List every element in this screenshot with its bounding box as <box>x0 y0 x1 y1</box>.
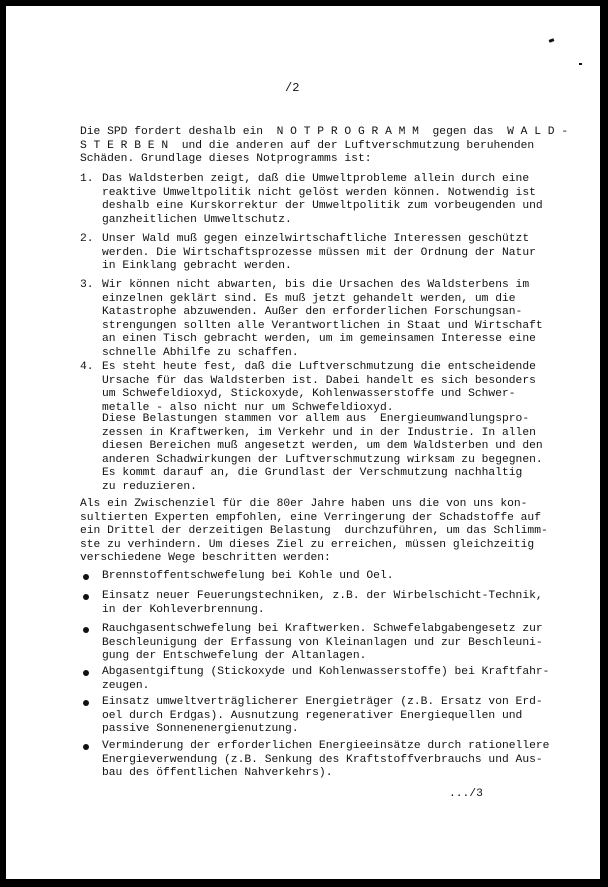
text-line: Das Waldsterben zeigt, daß die Umweltprobleme allein durch eine <box>102 173 530 185</box>
text-line: Abgasentgiftung (Stickoxyde und Kohlenwasserstoffe) bei Kraftfahr- <box>102 666 550 678</box>
text-line: diesen Bereichen muß angesetzt werden, um dem Waldsterben und den <box>102 440 543 452</box>
text-line: Die SPD fordert deshalb ein N O T P R O G R A M M gegen das W A L D - <box>80 126 569 138</box>
text-line: bau des öffentlichen Nahverkehrs). <box>102 767 333 779</box>
bullet-icon <box>83 700 89 706</box>
item-number: 4. <box>80 361 94 373</box>
bullet-icon <box>83 594 89 600</box>
bullet-icon <box>83 670 89 676</box>
text-line: Rauchgasentschwefelung bei Kraftwerken. Schwefelabgabengesetz zur <box>102 623 543 635</box>
text-line: S T E R B E N und die anderen auf der Luftverschmutzung beruhenden <box>80 139 535 152</box>
item-number: 1. <box>80 173 94 185</box>
text-line: ganzheitlichen Umweltschutz. <box>102 213 292 226</box>
text-line: strengungen sollten alle Verantwortlichen in Staat und Wirtschaft <box>102 319 543 332</box>
text-line: in der Kohleverbrennung. <box>102 603 265 616</box>
text-line: Es steht heute fest, daß die Luftverschmutzung die entscheidende <box>102 361 536 373</box>
text-line: gung der Entschwefelung der Altanlagen. <box>102 650 367 662</box>
text-line: an einen Tisch gebracht werden, um im gemeinsamen Interesse eine <box>102 333 536 345</box>
text-line: in Einklang gebracht werden. <box>102 260 292 272</box>
bullet-icon <box>83 627 89 633</box>
text-line: Diese Belastungen stammen vor allem aus Energieumwandlungspro- <box>102 413 530 425</box>
text-line: Es kommt darauf an, die Grundlast der Verschmutzung nachhaltig <box>102 467 523 479</box>
text-line: anderen Schadwirkungen der Luftverschmutzung wirksam zu begegnen. <box>102 453 543 466</box>
text-line: reaktive Umweltpolitik nicht gelöst werden können. Notwendig ist <box>102 186 536 199</box>
measures-list <box>80 6 590 879</box>
page-number: /2 <box>285 81 300 95</box>
text-line: Energieverwendung (z.B. Senkung des Kraftstoffverbrauchs und Aus- <box>102 753 543 766</box>
text-line: deshalb eine Kurskorrektur der Umweltpolitik zum vorbeugenden und <box>102 200 543 212</box>
text-line: um Schwefeldioxyd, Stickoxyde, Kohlenwasserstoffe und Schwer- <box>102 388 516 400</box>
item-number: 3. <box>80 279 94 291</box>
text-line: ein Drittel der derzeitigen Belastung durchzuführen, um das Schlimm- <box>80 525 548 537</box>
text-line: zu reduzieren. <box>102 480 197 493</box>
text-line: zessen in Kraftwerken, im Verkehr und in der Industrie. In allen <box>102 426 536 439</box>
text-line: einzelnen geklärt sind. Es muß jetzt gehandelt werden, um die <box>102 292 516 305</box>
text-line: Einsatz neuer Feuerungstechniken, z.B. der Wirbelschicht-Technik, <box>102 590 543 602</box>
text-line: Verminderung der erforderlichen Energieeinsätze durch rationellere <box>102 740 550 752</box>
text-line: ste zu verhindern. Um dieses Ziel zu erreichen, müssen gleichzeitig <box>80 538 535 551</box>
text-line: oel durch Erdgas). Ausnutzung regenerativer Energiequellen und <box>102 709 523 722</box>
text-line: zeugen. <box>102 679 150 692</box>
text-line: Ursache für das Waldsterben ist. Dabei handelt es sich besonders <box>102 374 536 387</box>
bullet-icon <box>83 744 89 750</box>
text-line: metalle - also nicht nur um Schwefeldioxyd. <box>102 401 394 414</box>
text-line: schnelle Abhilfe zu schaffen. <box>102 346 299 359</box>
text-line: Katastrophe abzuwenden. Außer den erforderlichen Forschungsan- <box>102 306 523 318</box>
text-line: Wir können nicht abwarten, bis die Ursachen des Waldsterbens im <box>102 279 530 291</box>
text-line: sultierten Experten empfohlen, eine Verringerung der Schadstoffe auf <box>80 511 541 524</box>
item-number: 2. <box>80 233 94 245</box>
continuation-marker: .../3 <box>449 788 483 800</box>
text-line: Einsatz umweltverträglicherer Energieträger (z.B. Ersatz von Erd- <box>102 696 543 708</box>
text-line: Unser Wald muß gegen einzelwirtschaftliche Interessen geschützt <box>102 233 530 245</box>
text-line: werden. Die Wirtschaftsprozesse müssen mit der Ordnung der Natur <box>102 246 536 259</box>
text-line: Beschleunigung der Erfassung von Kleinanlagen und zur Beschleuni- <box>102 636 543 649</box>
text-line: verschiedene Wege beschritten werden: <box>80 552 331 564</box>
text-line: Brennstoffentschwefelung bei Kohle und Oel. <box>102 570 394 582</box>
document-page <box>6 6 600 879</box>
text-line: passive Sonnenenergienutzung. <box>102 723 299 735</box>
bullet-icon <box>83 574 89 580</box>
text-line: Als ein Zwischenziel für die 80er Jahre haben uns die von uns kon- <box>80 498 528 510</box>
text-line: Schäden. Grundlage dieses Notprogramms ist: <box>80 153 372 165</box>
